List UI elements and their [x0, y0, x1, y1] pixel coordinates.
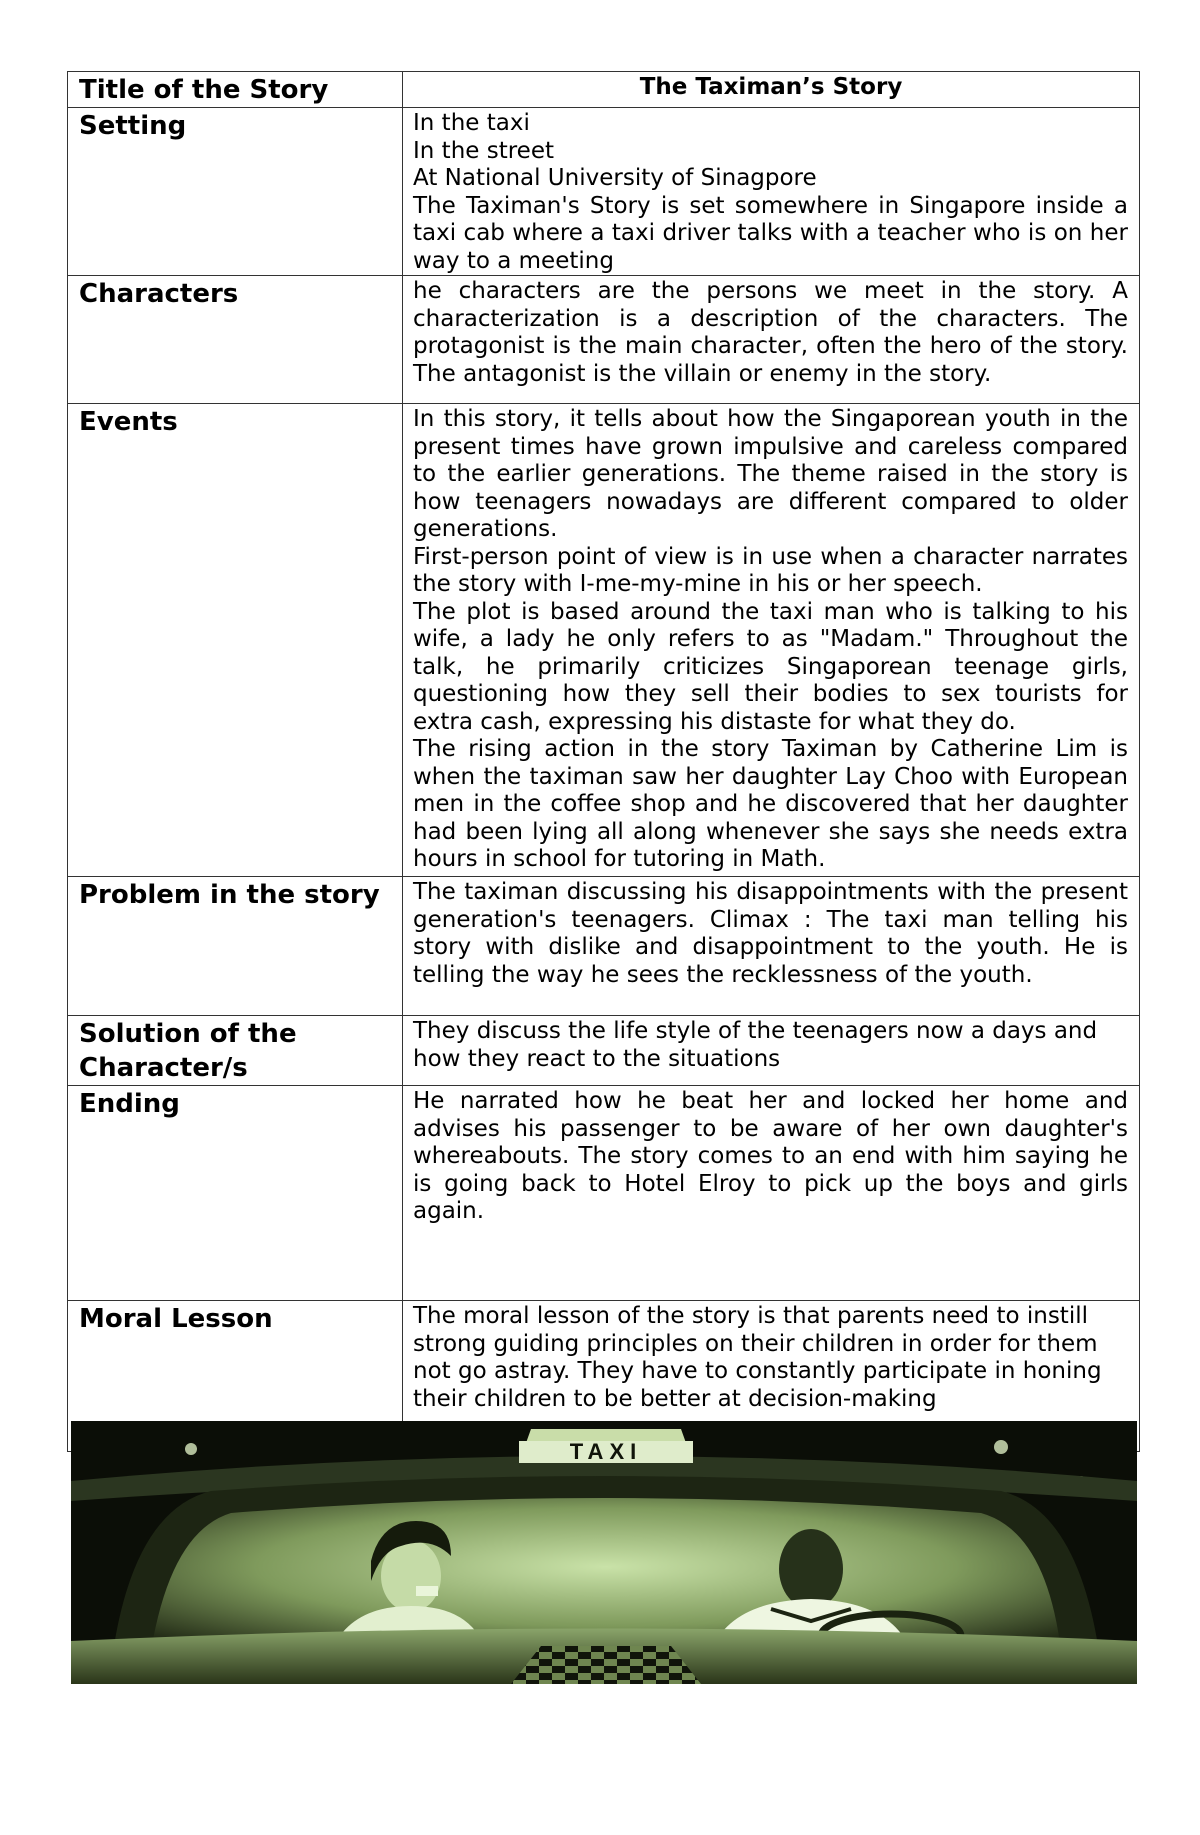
story-elements-table [67, 71, 1140, 1452]
setting-line: At National University of Sinagpore [413, 165, 817, 191]
ending-value [403, 1086, 1140, 1301]
characters-value [403, 276, 1140, 404]
characters-label: Characters [68, 276, 403, 404]
events-label: Events [68, 404, 403, 877]
events-value [403, 404, 1140, 877]
solution-text: They discuss the life style of the teenagers now a days and how they react to the situations [413, 1018, 1098, 1072]
events-paragraph: In this story, it tells about how the Singaporean youth in the present times have grown impulsive and careless compared to the earlier generations. The theme raised in the story is how teenagers nowadays are different compared to older generations. [413, 406, 1128, 542]
problem-value [403, 877, 1140, 1016]
problem-label: Problem in the story [68, 877, 403, 1016]
solution-row [68, 1016, 1140, 1086]
characters-text: he characters are the persons we meet in the story. A characterization is a description of the characters. The protagonist is the main character, often the hero of the story. The antagonist is the villain or enemy in the story. [413, 278, 1128, 387]
taxi-photo [71, 1421, 1137, 1684]
events-paragraph: First-person point of view is in use when a character narrates the story with I-me-my-mine in his or her speech. [413, 543, 1128, 597]
setting-description: The Taximan's Story is set somewhere in Singapore inside a taxi cab where a taxi driver talks with a teacher who is on her way to a meeting [413, 192, 1128, 274]
moral-label: Moral Lesson [68, 1301, 403, 1452]
setting-line: In the taxi [413, 110, 530, 136]
setting-value [403, 108, 1140, 276]
events-paragraph: The plot is based around the taxi man who is talking to his wife, a lady he only refers to as "Madam." Throughout the talk, he primarily criticizes Singaporean teenage girls, questioning how they sell their bodies to sex tourists for extra cash, expressing his distaste for what they do. [413, 598, 1128, 735]
problem-row [68, 877, 1140, 1016]
ending-text: He narrated how he beat her and locked her home and advises his passenger to be aware of her own daughter's whereabouts. The story comes to an end with him saying he is going back to Hotel Elroy to pick up the boys and girls again. [413, 1088, 1128, 1224]
title-value: The Taximan’s Story [403, 72, 1140, 108]
events-paragraph: The rising action in the story Taximan by Catherine Lim is when the taximan saw her daughter Lay Choo with European men in the coffee shop and he discovered that her daughter had been lying all along whenever she says she needs extra hours in school for tutoring in Math. [413, 736, 1128, 872]
title-label: Title of the Story [68, 72, 403, 108]
taxi-sign-text: TAXI [569, 1439, 643, 1464]
setting-line: In the street [413, 137, 554, 164]
taxi-scene-illustration [71, 1421, 1137, 1684]
ending-label: Ending [68, 1086, 403, 1301]
solution-label: Solution of the Character/s [68, 1016, 403, 1086]
setting-row [68, 108, 1140, 276]
problem-text: The taximan discussing his disappointments with the present generation's teenagers. Climax : The taxi man telling his story with dislike and disappointment to the youth. He is telling the way he sees the recklessness of the youth. [413, 879, 1128, 988]
characters-row [68, 276, 1140, 404]
events-row [68, 404, 1140, 877]
moral-text: The moral lesson of the story is that parents need to instill strong guiding principles on their children in order for them not go astray. They have to constantly participate in honing their children to be better at decision-making [413, 1303, 1102, 1412]
ending-row [68, 1086, 1140, 1301]
title-row [68, 72, 1140, 108]
taxi-sign [519, 1429, 693, 1464]
solution-value [403, 1016, 1140, 1086]
setting-label: Setting [68, 108, 403, 276]
